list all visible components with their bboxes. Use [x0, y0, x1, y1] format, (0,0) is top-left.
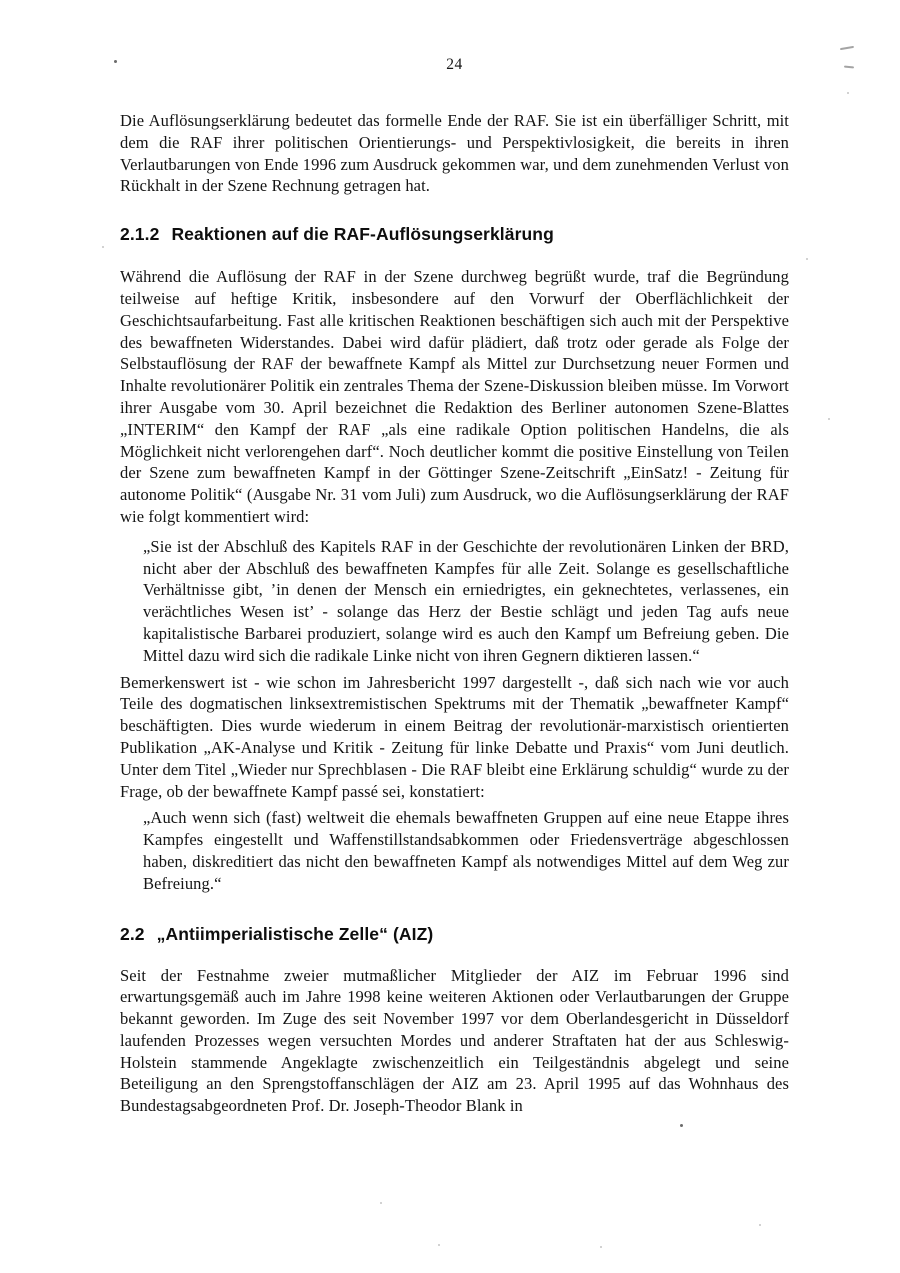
- scan-speck: [759, 1224, 761, 1226]
- scan-speck: [102, 246, 104, 248]
- page-body: [120, 56, 789, 1117]
- scan-speck: [828, 418, 830, 420]
- section-2-2-number: 2.2: [120, 923, 145, 944]
- section-2-1-2-title: Reaktionen auf die RAF-Auflösungserklärung: [171, 224, 554, 245]
- section-heading-2-2: [120, 923, 789, 945]
- section-2-2-title: „Antiimperialistische Zelle“ (AIZ): [156, 923, 434, 944]
- scan-speck: [806, 258, 808, 260]
- section-heading-2-1-2: [120, 223, 789, 245]
- blockquote-ak-analyse: „Auch wenn sich (fast) weltweit die ehemals bewaffneten Gruppen auf eine neue Etappe ihres Kampfes eingestellt und Waffenstillstandsabkommen oder Friedensverträge abgeschlossen haben, diskreditiert das nicht den bewaffneten Kampf als notwendiges Mittel auf dem Weg zur Befreiung.“: [143, 808, 789, 893]
- scan-speck: [114, 60, 117, 63]
- paragraph-aiz: Seit der Festnahme zweier mutmaßlicher Mitglieder der AIZ im Februar 1996 sind erwartungsgemäß auch im Jahre 1998 keine weiteren Aktionen oder Verlautbarungen der Gruppe bekannt geworden. Im Zuge des seit November 1997 vor dem Oberlandesgericht in Düsseldorf laufenden Prozesses wegen versuchten Mordes und anderer Straftaten hat der aus Schleswig-Holstein stammende Angeklagte zwischenzeitlich ein Teilgeständnis abgelegt und seine Beteiligung an den Sprengstoffanschlägen der AIZ am 23. April 1995 auf das Wohnhaus des Bundestagsabgeordneten Prof. Dr. Joseph-Theodor Blank in: [120, 965, 789, 1116]
- scan-speck: [847, 92, 849, 94]
- scan-speck: [380, 1202, 382, 1204]
- page-number: 24: [446, 56, 463, 73]
- blockquote-einsatz: „Sie ist der Abschluß des Kapitels RAF in der Geschichte der revolutionären Linken der BRD, nicht aber der Abschluß des bewaffneten Kampfes für alle Zeit. Solange es gesellschaftliche Verhältnisse gibt, ’in denen der Mensch ein erniedrigtes, ein geknechtetes, verlassenes, ein verächtliches Wesen ist’ - solange das Herz der Bestie schlägt und jeden Tag aufs neue kapitalistische Barbarei produziert, solange wird es auch den Kampf um Befreiung geben. Die Mittel dazu wird sich die radikale Linke nicht von ihren Gegnern diktieren lassen.“: [143, 536, 789, 665]
- paragraph-intro: Die Auflösungserklärung bedeutet das formelle Ende der RAF. Sie ist ein überfälliger Schritt, mit dem die RAF ihrer politischen Orientierungs- und Perspektivlosigkeit, die bereits in ihren Verlautbarungen von Ende 1996 zum Ausdruck gekommen war, und dem zunehmenden Verlust von Rückhalt in der Szene Rechnung getragen hat.: [120, 111, 789, 196]
- scan-dash: [840, 46, 854, 50]
- section-2-1-2-number: 2.1.2: [120, 224, 160, 245]
- scan-speck: [438, 1244, 440, 1246]
- scan-speck: [600, 1246, 602, 1248]
- scan-speck: [680, 1124, 683, 1127]
- scan-dash: [844, 65, 854, 68]
- paragraph-reactions: Während die Auflösung der RAF in der Szene durchweg begrüßt wurde, traf die Begründung teilweise auf heftige Kritik, insbesondere auf den Vorwurf der Oberflächlichkeit der Geschichtsaufarbeitung. Fast alle kritischen Reaktionen beschäftigen sich auch mit der Perspektive des bewaffneten Widerstandes. Dabei wird dafür plädiert, daß trotz oder gerade als Folge der Selbstauflösung der RAF der bewaffnete Kampf als Mittel zur Durchsetzung neuer Formen und Inhalte revolutionärer Politik ein zentrales Thema der Szene-Diskussion bleiben müsse. Im Vorwort ihrer Ausgabe vom 30. April bezeichnet die Redaktion des Berliner autonomen Szene-Blattes „INTERIM“ den Kampf der RAF „als eine radikale Option politischen Handelns, die als Möglichkeit nicht verlorengehen darf“. Noch deutlicher kommt die positive Einstellung von Teilen der Szene zum bewaffneten Kampf in der Göttinger Szene-Zeitschrift „EinSatz! - Zeitung für autonome Politik“ (Ausgabe Nr. 31 vom Juli) zum Ausdruck, wo die Auflösungserklärung der RAF wie folgt kommentiert wird:: [120, 267, 789, 526]
- paragraph-bemerkenswert: Bemerkenswert ist - wie schon im Jahresbericht 1997 dargestellt -, daß sich nach wie vor auch Teile des dogmatischen linksextremistischen Spektrums mit der Thematik „bewaffneter Kampf“ beschäftigten. Dies wurde wiederum in einem Beitrag der revolutionär-marxistisch orientierten Publikation „AK-Analyse und Kritik - Zeitung für linke Debatte und Praxis“ vom Juni deutlich. Unter dem Titel „Wieder nur Sprechblasen - Die RAF bleibt eine Erklärung schuldig“ wurde zu der Frage, ob der bewaffnete Kampf passé sei, konstatiert:: [120, 672, 789, 801]
